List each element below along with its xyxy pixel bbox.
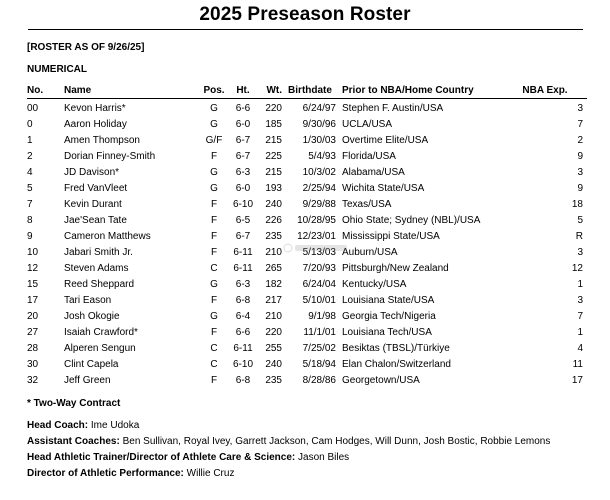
player-prior-team: Georgetown/USA (342, 375, 420, 386)
table-row (27, 309, 587, 325)
player-weight: 215 (265, 135, 282, 146)
player-position: F (210, 215, 218, 226)
player-birthdate: 7/25/02 (302, 343, 336, 354)
table-header-row (27, 84, 587, 99)
staff-role-label: Director of Athletic Performance: (27, 468, 184, 479)
player-position: G (210, 311, 218, 322)
player-birthdate: 9/30/96 (302, 119, 336, 130)
player-birthdate: 6/24/04 (302, 279, 336, 290)
section-heading: NUMERICAL (27, 64, 87, 75)
player-name: Tari Eason (64, 295, 112, 306)
player-position: F (210, 327, 218, 338)
player-weight: 240 (265, 359, 282, 370)
player-number: 5 (27, 183, 33, 194)
player-weight: 185 (265, 119, 282, 130)
player-name: Jae'Sean Tate (64, 215, 127, 226)
table-row (27, 293, 587, 309)
column-header-ht: Ht. (236, 85, 250, 96)
player-name: Cameron Matthews (64, 231, 151, 242)
player-birthdate: 7/20/93 (302, 263, 336, 274)
table-row (27, 277, 587, 293)
player-weight: 217 (265, 295, 282, 306)
player-position: C (210, 263, 218, 274)
player-weight: 220 (265, 327, 282, 338)
player-nba-experience: 5 (577, 215, 583, 226)
player-birthdate: 9/29/88 (302, 199, 336, 210)
player-birthdate: 5/4/93 (308, 151, 336, 162)
staff-names: Jason Biles (295, 452, 350, 463)
player-height: 6-11 (233, 343, 253, 354)
player-weight: 226 (265, 215, 282, 226)
table-row (27, 133, 587, 149)
column-header-name: Name (64, 85, 92, 96)
table-row (27, 149, 587, 165)
player-weight: 215 (265, 167, 282, 178)
player-nba-experience: 17 (571, 375, 583, 386)
player-name: Aaron Holiday (64, 119, 127, 130)
player-number: 7 (27, 199, 33, 210)
player-height: 6-11 (233, 247, 253, 258)
table-row (27, 101, 587, 117)
player-nba-experience: 3 (577, 167, 583, 178)
player-nba-experience: 18 (571, 199, 583, 210)
player-birthdate: 9/1/98 (308, 311, 336, 322)
table-row (27, 181, 587, 197)
player-nba-experience: 7 (577, 119, 583, 130)
player-number: 4 (27, 167, 33, 178)
player-number: 00 (27, 103, 39, 114)
player-height: 6-7 (235, 151, 251, 162)
player-nba-experience: R (575, 231, 583, 242)
player-nba-experience: 4 (577, 343, 583, 354)
player-name: Jabari Smith Jr. (64, 247, 133, 258)
player-prior-team: Georgia Tech/Nigeria (342, 311, 436, 322)
player-birthdate: 5/10/01 (302, 295, 336, 306)
staff-line (27, 452, 349, 463)
player-nba-experience: 12 (571, 263, 583, 274)
table-row (27, 261, 587, 277)
player-position: G (210, 167, 218, 178)
player-nba-experience: 1 (577, 279, 583, 290)
page-title: 2025 Preseason Roster (199, 4, 411, 25)
player-prior-team: Alabama/USA (342, 167, 405, 178)
table-row (27, 213, 587, 229)
player-name: Kevon Harris* (64, 103, 126, 114)
player-weight: 193 (265, 183, 282, 194)
player-position: G (210, 119, 218, 130)
player-number: 28 (27, 343, 39, 354)
player-prior-team: Kentucky/USA (342, 279, 407, 290)
player-weight: 210 (265, 247, 282, 258)
player-nba-experience: 1 (577, 327, 583, 338)
player-number: 17 (27, 295, 39, 306)
player-number: 8 (27, 215, 33, 226)
player-name: Steven Adams (64, 263, 129, 274)
player-number: 27 (27, 327, 39, 338)
player-number: 32 (27, 375, 39, 386)
watermark-logo-icon (283, 243, 349, 253)
column-header-exp: NBA Exp. (522, 85, 568, 96)
player-position: F (210, 247, 218, 258)
roster-table (27, 84, 587, 389)
player-position: C (210, 359, 218, 370)
player-prior-team: Texas/USA (342, 199, 392, 210)
player-prior-team: Ohio State; Sydney (NBL)/USA (342, 215, 481, 226)
player-prior-team: Wichita State/USA (342, 183, 425, 194)
player-weight: 210 (265, 311, 282, 322)
staff-line (27, 436, 550, 447)
player-prior-team: Mississippi State/USA (342, 231, 440, 242)
player-weight: 225 (265, 151, 282, 162)
player-birthdate: 1/30/03 (302, 135, 336, 146)
player-prior-team: Auburn/USA (342, 247, 398, 258)
table-row (27, 357, 587, 373)
player-weight: 235 (265, 231, 282, 242)
player-height: 6-0 (235, 183, 251, 194)
player-number: 20 (27, 311, 39, 322)
player-prior-team: UCLA/USA (342, 119, 393, 130)
player-prior-team: Overtime Elite/USA (342, 135, 429, 146)
table-row (27, 117, 587, 133)
table-row (27, 373, 587, 389)
player-nba-experience: 3 (577, 247, 583, 258)
player-position: C (210, 343, 218, 354)
player-height: 6-11 (233, 263, 253, 274)
staff-line (27, 420, 139, 431)
player-prior-team: Elan Chalon/Switzerland (342, 359, 451, 370)
player-prior-team: Louisiana Tech/USA (342, 327, 432, 338)
player-nba-experience: 7 (577, 311, 583, 322)
player-height: 6-7 (235, 135, 251, 146)
player-position: G/F (205, 135, 223, 146)
player-position: G (210, 279, 218, 290)
column-header-prior: Prior to NBA/Home Country (342, 85, 474, 96)
player-weight: 240 (265, 199, 282, 210)
player-number: 12 (27, 263, 39, 274)
player-number: 15 (27, 279, 39, 290)
player-nba-experience: 2 (577, 135, 583, 146)
player-birthdate: 12/23/01 (297, 231, 336, 242)
two-way-footnote: * Two-Way Contract (27, 398, 121, 409)
player-position: F (210, 151, 218, 162)
player-weight: 255 (265, 343, 282, 354)
player-name: Isaiah Crawford* (64, 327, 138, 338)
staff-role-label: Head Athletic Trainer/Director of Athlete Care & Science: (27, 452, 296, 463)
table-row (27, 341, 587, 357)
player-nba-experience: 9 (577, 183, 583, 194)
player-prior-team: Pittsburgh/New Zealand (342, 263, 449, 274)
player-height: 6-8 (235, 375, 251, 386)
player-name: Jeff Green (64, 375, 111, 386)
staff-names: Willie Cruz (183, 468, 235, 479)
player-birthdate: 6/24/97 (302, 103, 336, 114)
player-height: 6-6 (235, 327, 251, 338)
player-position: G (210, 103, 218, 114)
player-height: 6-3 (235, 167, 251, 178)
column-header-birthdate: Birthdate (288, 85, 332, 96)
player-name: Dorian Finney-Smith (64, 151, 156, 162)
player-weight: 182 (265, 279, 282, 290)
player-name: Clint Capela (64, 359, 119, 370)
player-weight: 235 (265, 375, 282, 386)
player-nba-experience: 3 (577, 295, 583, 306)
title-underline (28, 29, 583, 30)
player-position: F (210, 295, 218, 306)
player-prior-team: Stephen F. Austin/USA (342, 103, 444, 114)
player-number: 0 (27, 119, 33, 130)
player-nba-experience: 3 (577, 103, 583, 114)
player-height: 6-8 (235, 295, 251, 306)
player-position: F (210, 199, 218, 210)
player-height: 6-0 (235, 119, 251, 130)
player-number: 2 (27, 151, 33, 162)
player-weight: 265 (265, 263, 282, 274)
player-name: Fred VanVleet (64, 183, 128, 194)
player-birthdate: 10/28/95 (297, 215, 336, 226)
roster-date-note: [ROSTER AS OF 9/26/25] (27, 42, 145, 53)
player-weight: 220 (265, 103, 282, 114)
player-birthdate: 5/13/03 (302, 247, 336, 258)
player-height: 6-5 (235, 215, 251, 226)
player-prior-team: Besiktas (TBSL)/Türkiye (342, 343, 450, 354)
player-name: JD Davison* (64, 167, 120, 178)
player-number: 9 (27, 231, 33, 242)
player-name: Reed Sheppard (64, 279, 135, 290)
player-number: 10 (27, 247, 39, 258)
staff-names: Ben Sullivan, Royal Ivey, Garrett Jackson, Cam Hodges, Will Dunn, Josh Bostic, Robbie Lemons (119, 436, 551, 447)
player-height: 6-4 (235, 311, 251, 322)
player-number: 1 (27, 135, 33, 146)
table-row (27, 197, 587, 213)
player-height: 6-10 (232, 199, 253, 210)
player-name: Kevin Durant (64, 199, 122, 210)
player-position: F (210, 375, 218, 386)
player-birthdate: 11/1/01 (303, 327, 336, 338)
player-birthdate: 5/18/94 (302, 359, 336, 370)
player-name: Amen Thompson (64, 135, 140, 146)
staff-line (27, 468, 234, 479)
staff-role-label: Assistant Coaches: (27, 436, 120, 447)
player-position: G (210, 183, 218, 194)
player-height: 6-10 (232, 359, 253, 370)
player-birthdate: 2/25/94 (302, 183, 336, 194)
player-position: F (210, 231, 218, 242)
player-birthdate: 8/28/86 (302, 375, 336, 386)
player-number: 30 (27, 359, 39, 370)
player-nba-experience: 9 (577, 151, 583, 162)
table-row (27, 165, 587, 181)
player-height: 6-6 (235, 103, 251, 114)
column-header-wt: Wt. (266, 85, 282, 96)
player-height: 6-3 (235, 279, 251, 290)
column-header-pos: Pos. (203, 85, 225, 96)
player-name: Alperen Sengun (64, 343, 136, 354)
staff-role-label: Head Coach: (27, 420, 89, 431)
column-header-no: No. (27, 85, 44, 96)
staff-names: Ime Udoka (88, 420, 140, 431)
player-height: 6-7 (235, 231, 251, 242)
player-prior-team: Louisiana State/USA (342, 295, 435, 306)
table-row (27, 325, 587, 341)
player-name: Josh Okogie (64, 311, 120, 322)
player-prior-team: Florida/USA (342, 151, 396, 162)
player-birthdate: 10/3/02 (302, 167, 336, 178)
player-nba-experience: 11 (572, 359, 583, 370)
